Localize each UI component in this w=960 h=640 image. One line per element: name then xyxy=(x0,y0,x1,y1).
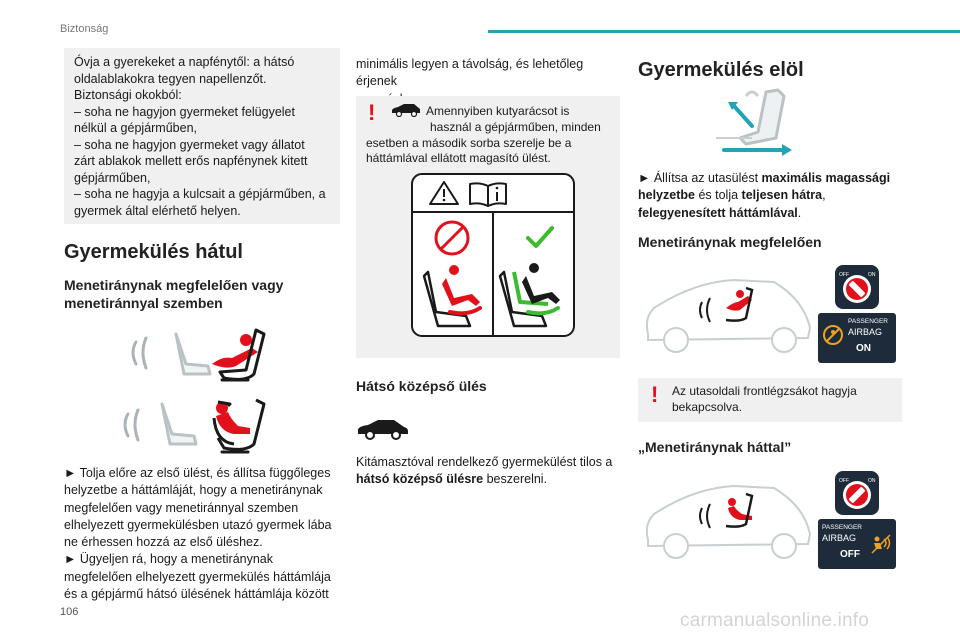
note-line: Biztonsági okokból: xyxy=(74,88,182,102)
instruction-line: elhelyezett gyermekülésben utazó gyermek lába xyxy=(64,517,332,532)
rear-facing-car-illustration xyxy=(642,476,818,566)
switch-off-label: OFF xyxy=(839,272,849,278)
rear-seat-rearward-illustration xyxy=(118,398,278,458)
rear-seat-forward-illustration xyxy=(118,328,278,388)
instruction-line xyxy=(638,205,904,222)
airbag-on-warning xyxy=(638,378,902,422)
section-label: Biztonság xyxy=(60,23,109,35)
rear-facing-subheading: „Menetiránynak háttal” xyxy=(638,439,792,455)
airbag-switch-on-icon xyxy=(834,264,880,310)
instruction-line: ne érhessen hozzá az első üléshez. xyxy=(64,535,263,549)
note-line: – soha ne hagyjon gyermeket vagy állatot xyxy=(74,137,305,152)
instruction-line: megfelelően vagy menetiránnyal szemben xyxy=(64,500,299,515)
text-fragment: beszerelni. xyxy=(483,472,548,487)
note-line: oldalablakokra tegyen napellenzőt. xyxy=(74,71,267,86)
note-line: gyermek által elérhető helyen. xyxy=(74,203,241,218)
airbag-on-indicator xyxy=(818,313,896,363)
instruction-line: ► Tolja előre az első ülést, és állítsa függőleges xyxy=(64,466,331,480)
booster-seat-pictogram xyxy=(410,172,576,338)
front-seat-adjust-illustration xyxy=(706,88,810,160)
instruction-line: és a gépjármű hátsó ülésének háttámlája között xyxy=(64,586,329,601)
airbag-off-line: PASSENGER xyxy=(822,524,862,531)
text-fragment: . xyxy=(797,205,802,220)
warning-line: esetben a második sorba szerelje be a xyxy=(366,135,572,150)
airbag-on-line: PASSENGER xyxy=(848,318,888,325)
text-line: Kitámasztóval rendelkező gyermekülést tilos a xyxy=(356,455,613,469)
direction-subheading: Menetiránynak megfelelően vagy menetiránnyal szemben xyxy=(64,277,284,312)
switch-off-label: OFF xyxy=(839,478,849,484)
airbag-deactivated-icon xyxy=(870,533,892,555)
car-side-icon xyxy=(356,418,410,440)
note-line: – soha ne hagyja a kulcsait a gépjárműben, a xyxy=(74,187,326,201)
text-fragment: , xyxy=(822,188,826,203)
warning-line: háttámlával ellátott magasító ülést. xyxy=(366,151,551,166)
front-child-seat-heading: Gyermekülés elöl xyxy=(638,59,804,81)
instruction-line xyxy=(638,187,904,204)
airbag-switch-off-icon xyxy=(834,470,880,516)
dog-guard-warning xyxy=(356,96,620,358)
bold-text: helyzetbe xyxy=(638,188,695,203)
warning-line: Amennyiben kutyarácsot is xyxy=(426,104,570,118)
warning-exclamation-icon: ! xyxy=(368,100,376,125)
column-1 xyxy=(64,48,340,312)
note-line: Óvja a gyerekeket a napfénytől: a hátsó xyxy=(74,55,295,69)
bold-text: hátsó középső ülésre xyxy=(356,472,484,487)
note-line: nélkül a gépjárműben, xyxy=(74,121,197,135)
instruction-line xyxy=(638,170,904,187)
page-number: 106 xyxy=(60,606,79,618)
text-fragment: ► Állítsa az utasülést xyxy=(638,171,762,185)
warning-line: bekapcsolva. xyxy=(672,399,743,414)
rear-middle-seat-heading: Hátsó középső ülés xyxy=(356,378,487,394)
rear-middle-seat-text xyxy=(356,454,626,489)
instruction-line: helyzetbe a háttámláját, hogy a menetiránynak xyxy=(64,483,323,498)
switch-on-label: ON xyxy=(868,272,876,278)
bold-text: teljesen hátra xyxy=(741,188,823,203)
note-line: gépjárműben, xyxy=(74,170,151,185)
instruction-line: ► Ügyeljen rá, hogy a menetiránynak xyxy=(64,552,274,567)
header-accent-bar xyxy=(488,30,960,33)
instruction-line: megfelelően elhelyezett gyermekülés háttámlája xyxy=(64,569,331,584)
airbag-on-line: AIRBAG xyxy=(848,327,883,337)
switch-on-label: ON xyxy=(868,478,876,484)
airbag-on-status: ON xyxy=(856,343,871,354)
text-line: minimális legyen a távolság, és lehetőleg érjenek xyxy=(356,57,584,89)
note-line: – soha ne hagyjon gyermeket felügyelet xyxy=(74,104,295,119)
forward-facing-car-illustration xyxy=(642,270,818,360)
warning-line: Az utasoldali frontlégzsákot hagyja xyxy=(672,384,857,398)
sun-protection-note xyxy=(64,48,340,224)
forward-facing-subheading: Menetiránynak megfelelően xyxy=(638,234,822,250)
car-icon xyxy=(390,103,422,117)
rear-seat-instructions xyxy=(64,465,344,603)
child-seat-crossed-icon xyxy=(822,323,844,347)
front-seat-instructions xyxy=(638,170,904,222)
warning-exclamation-icon: ! xyxy=(651,382,659,407)
airbag-off-indicator xyxy=(818,519,896,569)
watermark: carmanualsonline.info xyxy=(680,610,870,631)
text-fragment: és tolja xyxy=(694,188,742,203)
bold-text: maximális magassági xyxy=(761,171,891,185)
airbag-off-status: OFF xyxy=(840,549,860,560)
bold-text: felegyenesített háttámlával xyxy=(638,205,798,220)
note-line: zárt ablakok mellett erős napfénynek kitett xyxy=(74,154,308,168)
rear-child-seat-heading: Gyermekülés hátul xyxy=(64,241,243,263)
airbag-off-line: AIRBAG xyxy=(822,533,857,543)
text-line xyxy=(356,471,626,488)
warning-line: használ a gépjárműben, minden xyxy=(430,119,601,134)
